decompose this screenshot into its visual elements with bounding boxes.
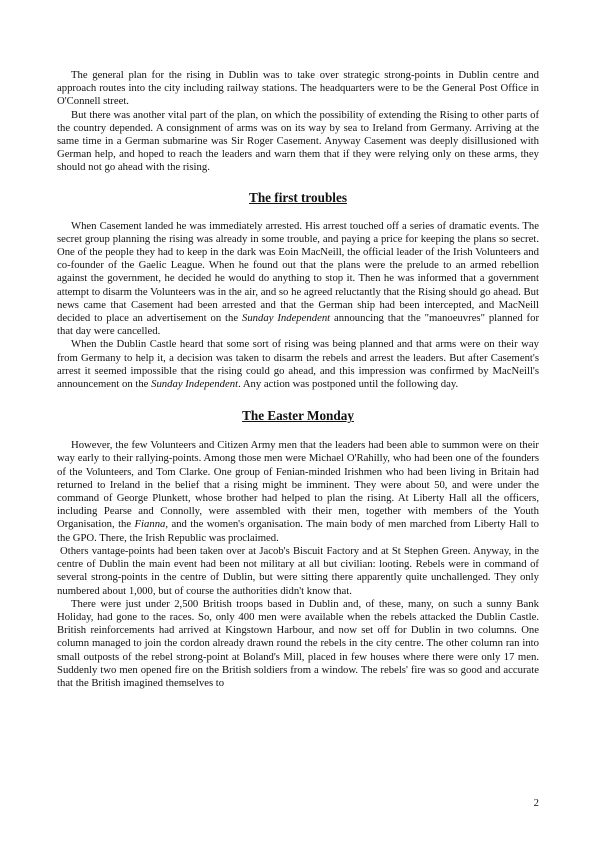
paragraph [57,439,539,545]
paragraph-text: , and the women's organisation. The main body of men marched from Liberty Hall to the GPO. There, the Irish Republic was proclaimed. [57,518,540,544]
organisation-name: Fianna [134,518,166,531]
paragraph-text: When the Dublin Castle heard that some sort of rising was being planned and that arms were on their way from Germany to help it, a decision was taken to disarm the rebels and arrest the leaders. But after Casement's arrest it seemed impossible that the rising could go ahead, and this impression was confirmed by MacNeill's announcement on the [57,338,539,391]
paragraph [57,220,539,339]
section-heading: The Easter Monday [242,408,354,424]
paragraph-text: announcing that the "manoeuvres" planned for that day were cancelled. [57,312,539,338]
document-body [57,69,539,690]
paragraph: The general plan for the rising in Dublin was to take over strategic strong-points in Dublin centre and approach routes into the city including railway stations. The headquarters were to be the General Post Office in O'Connell street. [57,69,539,108]
paragraph-text: When Casement landed he was immediately arrested. His arrest touched off a series of dramatic events. The secret group planning the rising was already in some trouble, and paying a price for keeping the plans so secret. One of the people they had to keep in the dark was Eoin MacNeill, the official leader of the Irish Volunteers and co-founder of the Gaelic League. When he found out that the plans were the prelude to an armed rebellion against the government, he decided he would do anything to stop it. Then he was informed that a government attempt to disarm the Volunteers was in the air, and so he agreed reluctantly that the Rising should go ahead. But news came that Casement had been arrested and that the German ship had been intercepted, and MacNeill decided to place an advertisement on the [57,219,539,325]
paragraph [57,338,539,391]
paragraph-text: . Any action was postponed until the following day. [238,378,459,391]
newspaper-title: Sunday Independent [151,378,239,391]
paragraph-text: However, the few Volunteers and Citizen Army men that the leaders had been able to summon were on their way early to their rallying-points. Among those men were Michael O'Rahilly, who had been one of the founders of the Volunteers, and Tom Clarke. One group of Fenian-minded Irishmen who had been living in Britain had returned to Ireland in the belief that a rising might be imminent. They were about 50, and were under the command of George Plunkett, whose brother had helped to plan the rising. At Liberty Hall all the officers, including Pearse and Connolly, were assembled with their men, together with members of the Youth Organisation, the [57,439,539,531]
page-number: 2 [533,797,539,809]
paragraph: There were just under 2,500 British troops based in Dublin and, of these, many, on such a sunny Bank Holiday, had gone to the races. So, only 400 men were available when the rebels attacked the Dublin Castle. British reinforcements had arrived at Kingstown Harbour, and now set off for Dublin in two columns. One column managed to join the cordon already drawn round the rebels in the city centre. The other column ran into small outposts of the rebel strong-point at Boland's Mill, placed in few houses where there were only 17 men. Suddenly two men opened fire on the British soldiers from a window. The rebels' fire was so good and accurate that the British imagined themselves to [57,597,539,689]
paragraph: But there was another vital part of the plan, on which the possibility of extending the Rising to other parts of the country depended. A consignment of arms was on its way by sea to Ireland from Germany. Arriving at the same time in a German submarine was Sir Roger Casement. Anyway Casement was deeply disillusioned with German help, and hoped to reach the leaders and warn them that if they were relying only on these arms, they should not go ahead with the rising. [57,108,539,174]
paragraph: Others vantage-points had been taken over at Jacob's Biscuit Factory and at St Stephen Green. Anyway, in the centre of Dublin the main event had been not military at all but civilian: looting. Rebels were in command of several strong-points in the centre of Dublin, but were sitting there apparently quite unchallenged. They only numbered about 1,000, but of course the authorities didn't know that. [57,544,539,597]
newspaper-title: Sunday Independent [241,312,331,325]
section-heading: The first troubles [249,189,347,205]
